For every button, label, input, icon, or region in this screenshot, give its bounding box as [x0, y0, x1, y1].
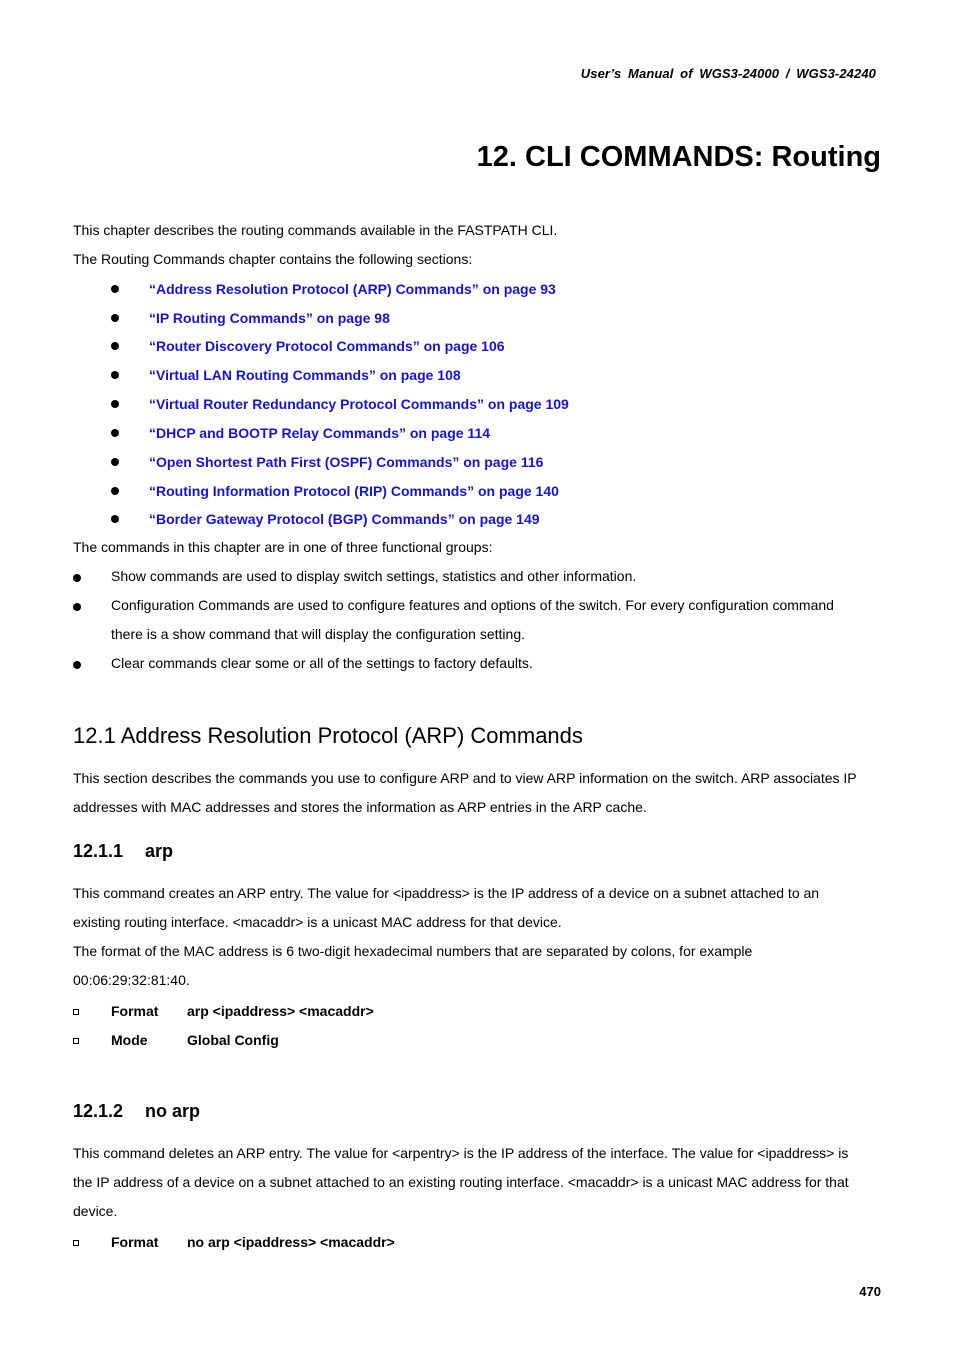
bullet-dot-icon: [111, 400, 119, 408]
bullet-dot-icon: [73, 603, 81, 611]
no-arp-desc-line-2: the IP address of a device on a subnet attached to an existing routing interface. <macaddr> is a unicast MAC address for that: [73, 1174, 849, 1190]
subsection-number: 12.1.2: [73, 1101, 124, 1121]
bullet-dot-icon: [111, 285, 119, 293]
square-bullet-icon: [73, 1240, 79, 1246]
intro-line-1: This chapter describes the routing commands available in the FASTPATH CLI.: [73, 222, 558, 238]
square-bullet-icon: [73, 1038, 79, 1044]
groups-intro: The commands in this chapter are in one of three functional groups:: [73, 539, 493, 555]
square-bullet-icon: [73, 1009, 79, 1015]
bullet-dot-icon: [111, 342, 119, 350]
bullet-dot-icon: [111, 515, 119, 523]
no-arp-desc-line-3: device.: [73, 1203, 118, 1219]
section-desc-line-2: addresses with MAC addresses and stores the information as ARP entries in the ARP cache.: [73, 799, 647, 815]
format-label: Format: [111, 1003, 159, 1019]
bullet-dot-icon: [111, 314, 119, 322]
subsection-number: 12.1.1: [73, 841, 124, 861]
section-desc-line-1: This section describes the commands you use to configure ARP and to view ARP information on the switch. ARP associates IP: [73, 770, 857, 786]
section-title-arp: 12.1 Address Resolution Protocol (ARP) Commands: [73, 723, 583, 748]
page-number: 470: [859, 1284, 881, 1299]
subsection-title-no-arp: [73, 1101, 200, 1122]
format-value: no arp <ipaddress> <macaddr>: [187, 1234, 395, 1250]
bullet-dot-icon: [111, 371, 119, 379]
page-header: User’s Manual of WGS3-24000 / WGS3-24240: [580, 66, 876, 81]
bullet-dot-icon: [111, 458, 119, 466]
arp-desc-line-1: This command creates an ARP entry. The value for <ipaddress> is the IP address of a device on a subnet attached to an: [73, 885, 820, 901]
bullet-dot-icon: [111, 429, 119, 437]
intro-line-2: The Routing Commands chapter contains the following sections:: [73, 251, 473, 267]
subsection-title-arp: [73, 841, 173, 862]
mode-value: Global Config: [187, 1032, 279, 1048]
mode-label: Mode: [111, 1032, 148, 1048]
bullet-dot-icon: [111, 487, 119, 495]
arp-desc-line-3: The format of the MAC address is 6 two-digit hexadecimal numbers that are separated by colons, for example: [73, 943, 753, 959]
arp-desc-line-4: 00:06:29:32:81:40.: [73, 972, 190, 988]
chapter-title: 12. CLI COMMANDS: Routing: [476, 141, 881, 173]
subsection-name: arp: [145, 841, 174, 861]
format-value: arp <ipaddress> <macaddr>: [187, 1003, 374, 1019]
bullet-dot-icon: [73, 661, 81, 669]
subsection-name: no arp: [145, 1101, 201, 1121]
arp-desc-line-2: existing routing interface. <macaddr> is a unicast MAC address for that device.: [73, 914, 562, 930]
format-label: Format: [111, 1234, 159, 1250]
no-arp-desc-line-1: This command deletes an ARP entry. The value for <arpentry> is the IP address of the interface. The value for <ipaddress> is: [73, 1145, 849, 1161]
bullet-dot-icon: [73, 574, 81, 582]
